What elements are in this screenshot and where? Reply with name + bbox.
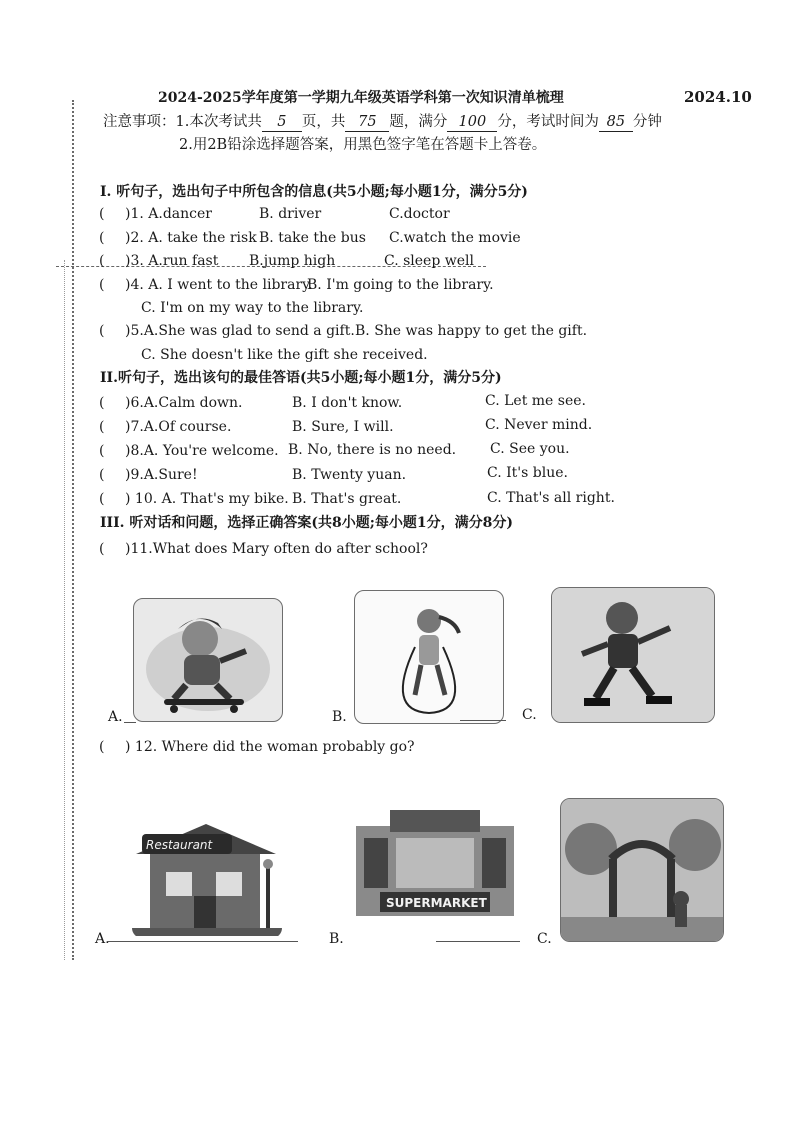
q1-option-c: C.doctor	[389, 206, 450, 222]
notice-text-a: 1.本次考试共	[175, 114, 262, 130]
q11-label-a[interactable]: A.	[108, 709, 123, 725]
q10-option-b: B. That's great.	[292, 491, 402, 507]
option-a: )8.A. You're welcome.	[125, 443, 279, 459]
answer-blank[interactable]: (	[99, 419, 105, 435]
page-title: 2024-2025学年度第一学期九年级英语学科第一次知识清单梳理	[158, 90, 564, 106]
q3-option-c: C. sleep well	[384, 253, 474, 269]
answer-blank[interactable]: (	[99, 541, 105, 557]
option-a: )4. A. I went to the library.	[125, 277, 313, 293]
notice-line-2: 2.用2B铅涂选择题答案，用黑色签字笔在答题卡上答卷。	[179, 137, 547, 153]
jump-rope-girl-picture	[354, 590, 504, 724]
park-gate-icon	[561, 799, 723, 941]
option-underline	[436, 941, 520, 942]
park-gate-picture	[560, 798, 724, 942]
notice-text-d: 分，考试时间为	[497, 114, 599, 130]
q9-option-c: C. It's blue.	[487, 465, 568, 481]
option-underline	[460, 720, 506, 721]
question-8	[99, 442, 279, 460]
option-a: )2. A. take the risk	[125, 230, 257, 246]
restaurant-building-icon	[132, 816, 282, 938]
question-6	[99, 394, 242, 412]
notice-text-e: 分钟	[632, 114, 662, 130]
exam-date: 2024.10	[684, 88, 752, 106]
rollerskate-kid-icon	[552, 588, 714, 722]
q7-option-b: B. Sure, I will.	[292, 419, 394, 435]
question-2	[99, 229, 257, 247]
binding-dotted-line-secondary	[64, 260, 65, 960]
restaurant-sign: Restaurant	[146, 838, 213, 852]
answer-blank[interactable]: (	[99, 230, 105, 246]
q8-option-b: B. No, there is no need.	[288, 442, 457, 458]
option-a: )1. A.dancer	[125, 206, 212, 222]
question-11	[99, 540, 428, 558]
notice-label: 注意事项：	[103, 114, 176, 130]
option-a: )6.A.Calm down.	[125, 395, 243, 411]
q6-option-c: C. Let me see.	[485, 393, 586, 409]
skateboard-kid-picture	[133, 598, 283, 722]
q12-label-b[interactable]: B.	[329, 931, 344, 947]
q8-option-c: C. See you.	[490, 441, 570, 457]
section-2-heading: II.听句子，选出该句的最佳答语(共5小题;每小题1分，满分5分)	[100, 370, 502, 386]
option-a: )5.A.She was glad to send a gift.	[125, 323, 355, 339]
q5-option-b: B. She was happy to get the gift.	[355, 323, 588, 339]
question-text: ) 12. Where did the woman probably go?	[125, 739, 415, 755]
q4-option-c: C. I'm on my way to the library.	[141, 300, 364, 316]
answer-blank[interactable]: (	[99, 739, 105, 755]
question-10	[99, 490, 289, 508]
notice-line-1	[103, 113, 662, 132]
option-underline	[124, 722, 136, 723]
question-1	[99, 205, 212, 223]
section-3-heading: III. 听对话和问题，选择正确答案(共8小题;每小题1分，满分8分)	[100, 515, 514, 531]
option-a: )7.A.Of course.	[125, 419, 232, 435]
q4-option-b: B. I'm going to the library.	[307, 277, 494, 293]
q11-label-c[interactable]: C.	[522, 707, 537, 723]
pages-count: 5	[262, 113, 302, 132]
question-text: )11.What does Mary often do after school?	[125, 541, 428, 557]
q2-option-c: C.watch the movie	[389, 230, 521, 246]
q6-option-b: B. I don't know.	[292, 395, 403, 411]
binding-dotted-line	[72, 100, 74, 960]
answer-blank[interactable]: (	[99, 491, 105, 507]
restaurant-building-picture	[132, 816, 282, 938]
q3-option-b: B.jump high	[249, 253, 336, 269]
question-12	[99, 738, 415, 756]
option-a: )9.A.Sure!	[125, 467, 198, 483]
option-a: ) 10. A. That's my bike.	[125, 491, 289, 507]
supermarket-building-icon	[350, 806, 520, 918]
q9-option-b: B. Twenty yuan.	[292, 467, 407, 483]
q12-label-a[interactable]: A.	[95, 931, 110, 947]
question-4	[99, 276, 313, 294]
answer-blank[interactable]: (	[99, 443, 105, 459]
question-7	[99, 418, 231, 436]
answer-blank[interactable]: (	[99, 323, 105, 339]
answer-blank[interactable]: (	[99, 277, 105, 293]
answer-blank[interactable]: (	[99, 206, 105, 222]
jump-rope-girl-icon	[355, 591, 503, 723]
answer-blank[interactable]: (	[99, 253, 105, 269]
supermarket-sign: SUPERMARKET	[386, 896, 487, 910]
skateboard-kid-icon	[134, 599, 282, 721]
option-a: )3. A.run fast	[125, 253, 219, 269]
supermarket-building-picture	[350, 806, 520, 918]
q12-label-c[interactable]: C.	[537, 931, 552, 947]
q7-option-c: C. Never mind.	[485, 417, 593, 433]
question-3	[99, 252, 218, 270]
option-underline	[108, 941, 298, 942]
q11-label-b[interactable]: B.	[332, 709, 347, 725]
exam-minutes: 85	[599, 113, 633, 132]
rollerskate-kid-picture	[551, 587, 715, 723]
q1-option-b: B. driver	[259, 206, 322, 222]
full-score: 100	[447, 113, 497, 132]
notice-text-b: 页，共	[301, 114, 346, 130]
question-count: 75	[345, 113, 389, 132]
question-9	[99, 466, 198, 484]
answer-blank[interactable]: (	[99, 395, 105, 411]
section-1-heading: I. 听句子，选出句子中所包含的信息(共5小题;每小题1分，满分5分)	[100, 184, 528, 200]
q2-option-b: B. take the bus	[259, 230, 366, 246]
notice-text-c: 题，满分	[389, 114, 448, 130]
q10-option-c: C. That's all right.	[487, 490, 615, 506]
q5-option-c: C. She doesn't like the gift she received.	[141, 347, 428, 363]
question-5	[99, 322, 355, 340]
answer-blank[interactable]: (	[99, 467, 105, 483]
